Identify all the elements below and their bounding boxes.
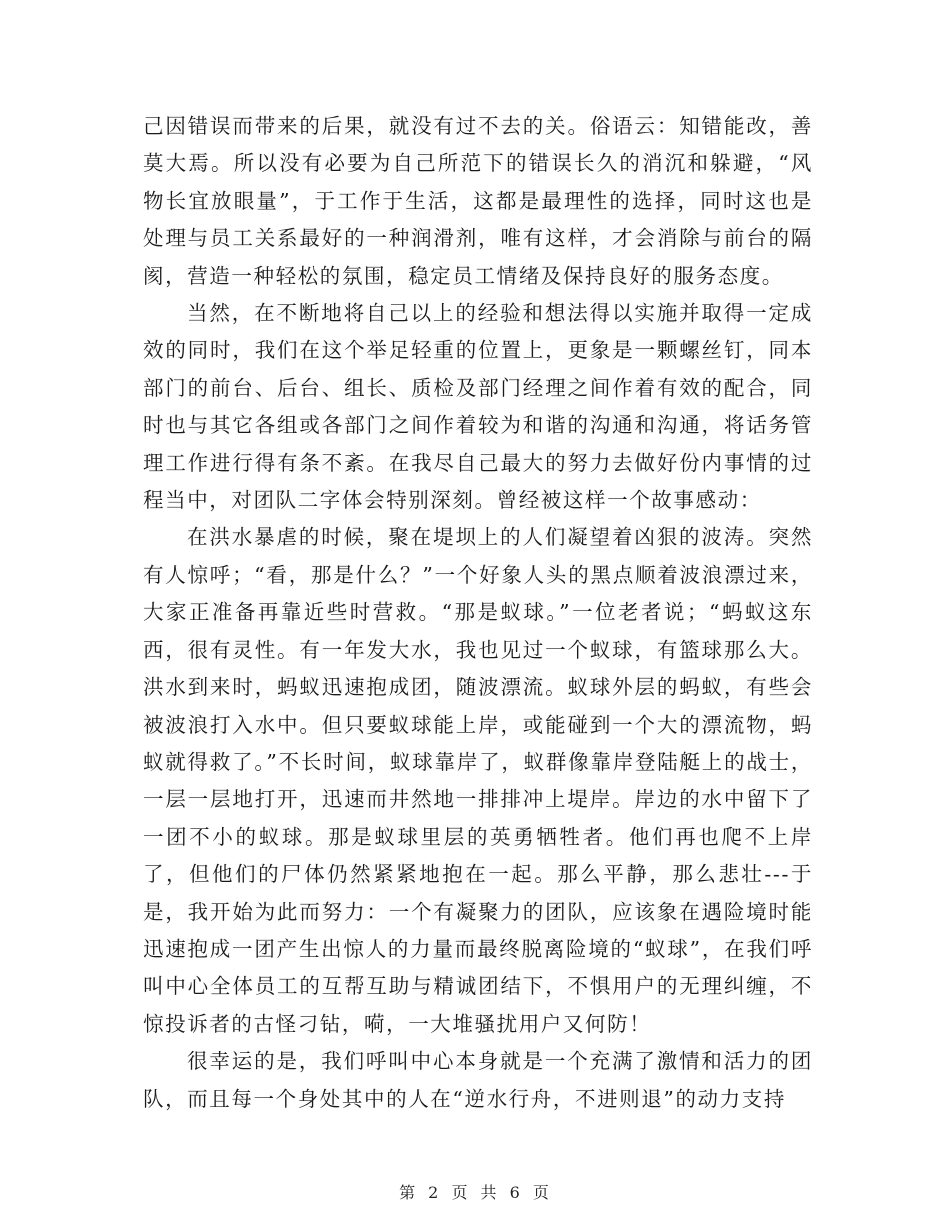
body-text xyxy=(143,108,813,1118)
page-number-footer: 第 2 页 共 6 页 xyxy=(399,1183,551,1202)
paragraph-2: 当然，在不断地将自己以上的经验和想法得以实施并取得一定成效的同时，我们在这个举足轻重的位置上，更象是一颗螺丝钉，同本部门的前台、后台、组长、质检及部门经理之间作着有效的配合，同时也与其它各组或各部门之间作着较为和谐的沟通和沟通，将话务管理工作进行得有条不紊。在我尽自己最大的努力去做好份内事情的过程当中，对团队二字体会特别深刻。曾经被这样一个故事感动： xyxy=(143,301,813,513)
paragraph-1: 己因错误而带来的后果，就没有过不去的关。俗语云：知错能改，善莫大焉。所以没有必要为自己所范下的错误长久的消沉和躲避，“风物长宜放眼量”，于工作于生活，这都是最理性的选择，同时这也是处理与员工关系最好的一种润滑剂，唯有这样，才会消除与前台的隔阂，营造一种轻松的氛围，稳定员工情绪及保持良好的服务态度。 xyxy=(143,114,813,288)
paragraph-3: 在洪水暴虐的时候，聚在堤坝上的人们凝望着凶狠的波涛。突然有人惊呼；“看，那是什么？”一个好象人头的黑点顺着波浪漂过来，大家正准备再靠近些时营救。“那是蚁球。”一位老者说；“蚂蚁这东西，很有灵性。有一年发大水，我也见过一个蚁球，有篮球那么大。洪水到来时，蚂蚁迅速抱成团，随波漂流。蚁球外层的蚂蚁，有些会被波浪打入水中。但只要蚁球能上岸，或能碰到一个大的漂流物，蚂蚁就得救了。”不长时间，蚁球靠岸了，蚁群像靠岸登陆艇上的战士，一层一层地打开，迅速而井然地一排排冲上堤岸。岸边的水中留下了一团不小的蚁球。那是蚁球里层的英勇牺牲者。他们再也爬不上岸了，但他们的尸体仍然紧紧地抱在一起。那么平静，那么悲壮---于是，我开始为此而努力：一个有凝聚力的团队，应该象在遇险境时能迅速抱成一团产生出惊人的力量而最终脱离险境的“蚁球”，在我们呼叫中心全体员工的互帮互助与精诚团结下，不惧用户的无理纠缠，不惊投诉者的古怪刁钻，嗬，一大堆骚扰用户又何防！ xyxy=(143,525,813,1036)
paragraph-4: 很幸运的是，我们呼叫中心本身就是一个充满了激情和活力的团队，而且每一个身处其中的人在“逆水行舟，不进则退”的动力支持 xyxy=(143,1049,813,1111)
